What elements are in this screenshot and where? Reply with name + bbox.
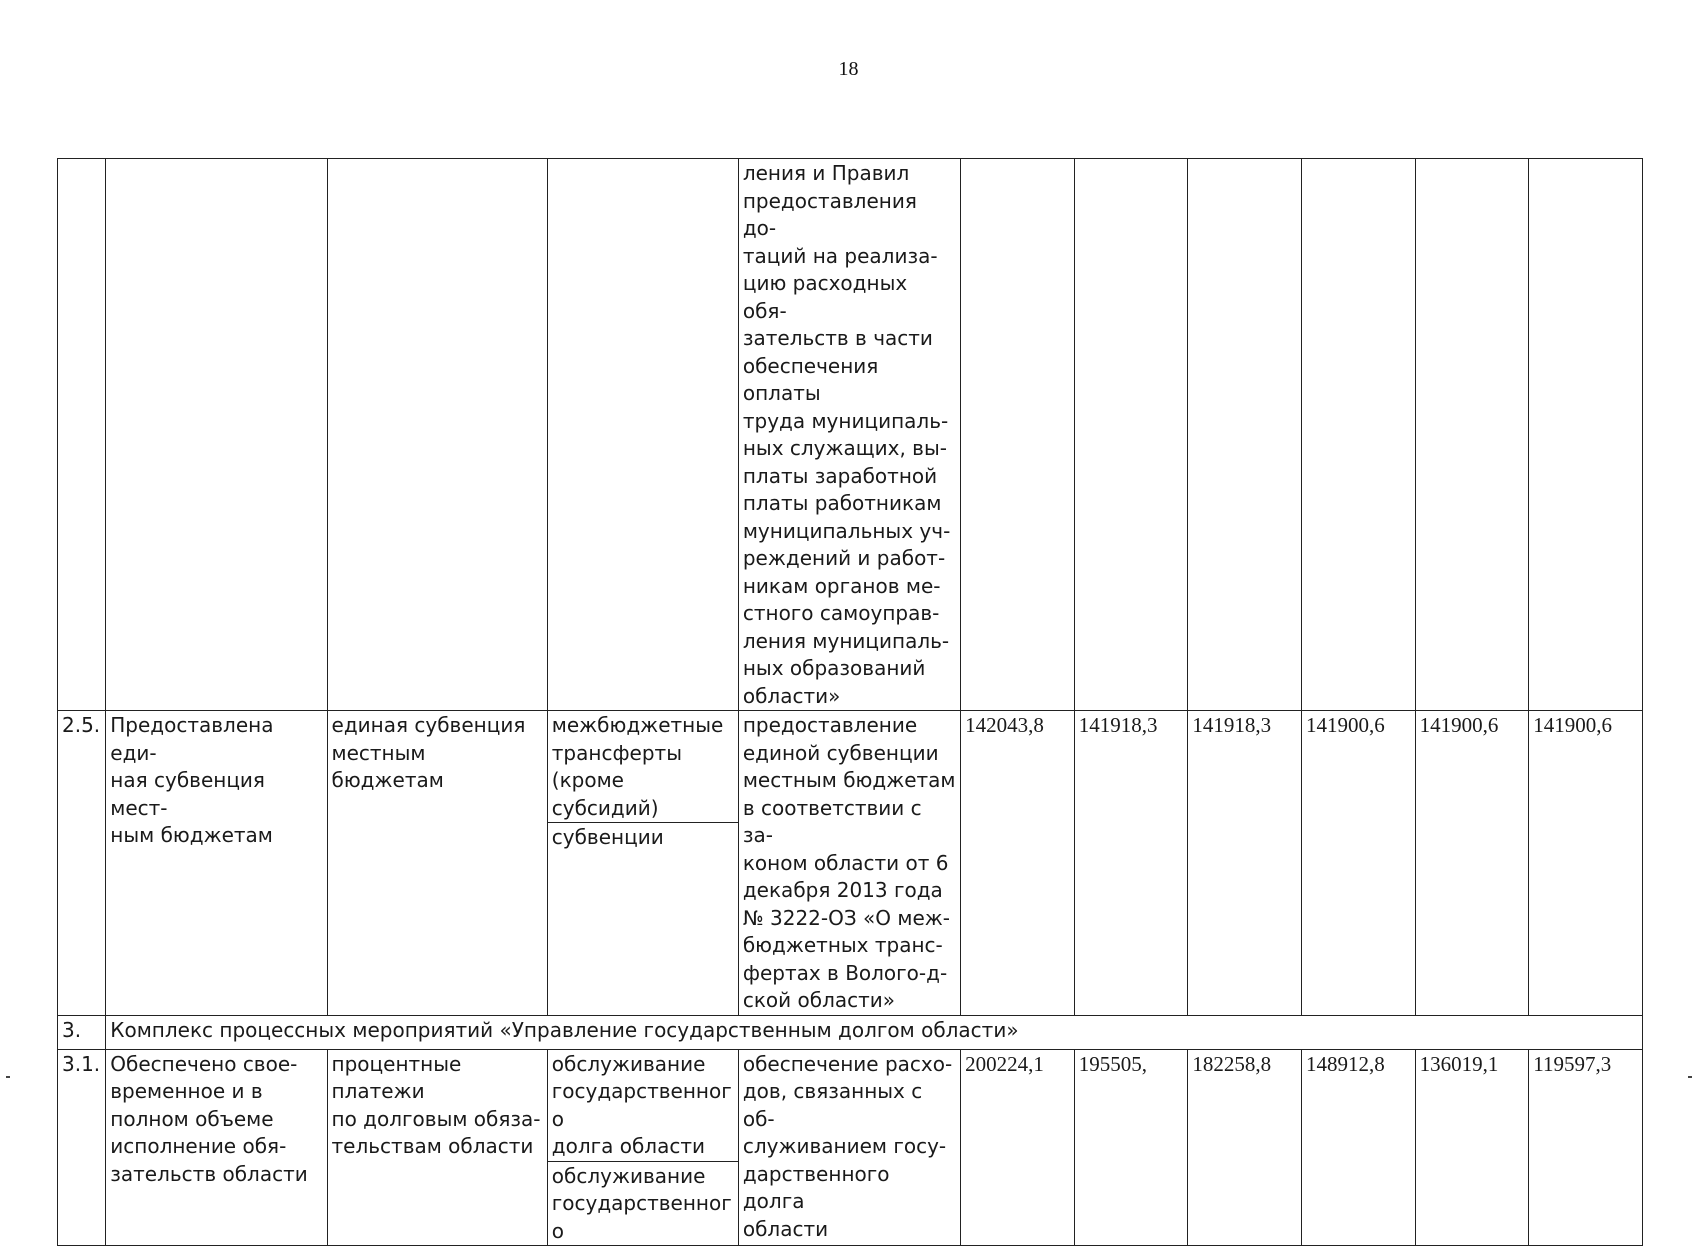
row-number: 2.5. bbox=[58, 711, 106, 1016]
scan-mark-right bbox=[1688, 1076, 1692, 1078]
type-debt-service: обслуживание государственного долга области bbox=[551, 1051, 732, 1158]
cell-value-2026: 141918,3 bbox=[1074, 711, 1188, 1016]
cell-event: процентные платежи по долговым обяза- тельствам области bbox=[327, 1049, 547, 1246]
cell-purpose: ления и Правил предоставления до- таций на реализа- цию расходных обя- зательств в части обеспечения оплаты труда муниципаль- ных служащих, вы- платы заработной платы работникам муниципальных уч- реждений и работ- никам органов ме- стного самоуправ- ления муниципаль- ных образований области» bbox=[738, 159, 960, 711]
cell-value bbox=[961, 159, 1075, 711]
row-number: 3. bbox=[58, 1015, 106, 1049]
cell-value-2025: 142043,8 bbox=[961, 711, 1075, 1016]
cell-value-2028: 148912,8 bbox=[1302, 1049, 1416, 1246]
row-number: 3.1. bbox=[58, 1049, 106, 1246]
cell-purpose: обеспечение расхо- дов, связанных с об- служиванием госу- дарственного долга области bbox=[738, 1049, 960, 1246]
table-row-3-1 bbox=[58, 1049, 1643, 1246]
scan-mark-left bbox=[6, 1076, 10, 1078]
cell-result: Предоставлена еди- ная субвенция мест- ным бюджетам bbox=[106, 711, 327, 1016]
table-row-3 bbox=[58, 1015, 1643, 1049]
table-row-2-5 bbox=[58, 711, 1643, 1016]
cell-result: Обеспечено свое- временное и в полном объеме исполнение обя- зательств области bbox=[106, 1049, 327, 1246]
cell-value-2030: 119597,3 bbox=[1529, 1049, 1643, 1246]
page-number: 18 bbox=[838, 58, 859, 80]
cell-value bbox=[1529, 159, 1643, 711]
cell-event: единая субвенция местным бюджетам bbox=[327, 711, 547, 1016]
cell-value bbox=[1302, 159, 1416, 711]
cell-value-2029: 141900,6 bbox=[1415, 711, 1529, 1016]
table-row-continuation bbox=[58, 159, 1643, 711]
cell-value-2030: 141900,6 bbox=[1529, 711, 1643, 1016]
section-title: Комплекс процессных мероприятий «Управление государственным долгом области» bbox=[106, 1015, 1643, 1049]
cell-value bbox=[1415, 159, 1529, 711]
cell-type bbox=[547, 711, 738, 1016]
cell-purpose: предоставление единой субвенции местным бюджетам в соответствии с за- коном области от 6 декабря 2013 года № 3222-ОЗ «О меж- бюджетных транс- фертах в Волого-д- ской области» bbox=[738, 711, 960, 1016]
cell-type bbox=[547, 159, 738, 711]
type-interbudget: межбюджетные трансферты (кроме субсидий) bbox=[551, 713, 724, 820]
type-debt-service-2: обслуживание государственного bbox=[548, 1161, 738, 1246]
cell-value-2028: 141900,6 bbox=[1302, 711, 1416, 1016]
cell-result bbox=[106, 159, 327, 711]
cell-value-2025: 200224,1 bbox=[961, 1049, 1075, 1246]
cell-value-2027: 141918,3 bbox=[1188, 711, 1302, 1016]
cell-value-2027: 182258,8 bbox=[1188, 1049, 1302, 1246]
cell-value bbox=[1074, 159, 1188, 711]
cell-value-2029: 136019,1 bbox=[1415, 1049, 1529, 1246]
type-subvention: субвенции bbox=[548, 822, 738, 852]
measures-table bbox=[57, 158, 1643, 1246]
cell-type bbox=[547, 1049, 738, 1246]
cell-event bbox=[327, 159, 547, 711]
cell-value bbox=[1188, 159, 1302, 711]
cell-value-2026: 195505, bbox=[1074, 1049, 1188, 1246]
cell-num bbox=[58, 159, 106, 711]
